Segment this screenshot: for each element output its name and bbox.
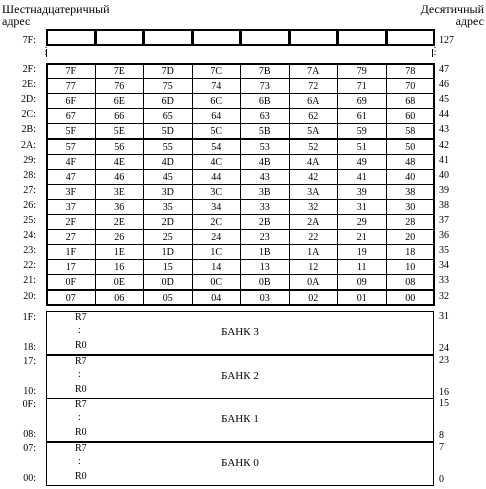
bit-address-cell: 27 — [46, 229, 96, 245]
bank-hex-bottom-label: 10: — [23, 386, 36, 397]
bit-address-cell: 3F — [46, 184, 96, 200]
bit-area-border — [46, 63, 435, 306]
bit-address-cell: 55 — [143, 139, 193, 155]
bank-hex-bottom-label: 18: — [23, 342, 36, 353]
bit-address-cell: 70 — [386, 78, 436, 94]
bit-address-cell: 2C — [192, 214, 242, 230]
top-row-cell — [143, 29, 193, 46]
bit-address-cell: 4F — [46, 154, 96, 170]
row-hex-label: 20: — [23, 290, 36, 302]
row-hex-label: 2D: — [21, 94, 36, 106]
row-dec-label: 38 — [439, 199, 449, 211]
bit-address-cell: 69 — [337, 93, 387, 109]
bit-address-cell: 6D — [143, 93, 193, 109]
bit-address-cell: 41 — [337, 169, 387, 185]
bit-address-cell: 5B — [240, 123, 290, 139]
bit-address-cell: 67 — [46, 108, 96, 124]
bit-address-cell: 6A — [289, 93, 339, 109]
row-hex-label: 28: — [23, 169, 36, 181]
bit-address-cell: 24 — [192, 229, 242, 245]
bank-hex-top-label: 17: — [23, 356, 36, 367]
row-dec-label: 45 — [439, 94, 449, 106]
bit-address-cell: 07 — [46, 290, 96, 306]
row-hex-label: 26: — [23, 199, 36, 211]
row-hex-label: 2A: — [21, 139, 36, 151]
bank-hex-top-label: 07: — [23, 443, 36, 454]
row-dec-label: 43 — [439, 124, 449, 136]
bit-address-cell: 51 — [337, 139, 387, 155]
bank-name: БАНК 0 — [221, 457, 259, 469]
bank-hex-bottom-label: 00: — [23, 473, 36, 484]
bit-address-cell: 00 — [386, 290, 436, 306]
bit-address-cell: 75 — [143, 78, 193, 94]
bit-address-cell: 20 — [386, 229, 436, 245]
row-hex-label: 27: — [23, 184, 36, 196]
bit-address-cell: 4E — [95, 154, 145, 170]
row-dec-label: 47 — [439, 64, 449, 75]
bit-address-cell: 7B — [240, 63, 290, 79]
bit-address-cell: 66 — [95, 108, 145, 124]
row-dec-label: 41 — [439, 154, 449, 166]
bit-address-cell: 4B — [240, 154, 290, 170]
row-hex-label: 23: — [23, 245, 36, 257]
bit-address-cell: 7C — [192, 63, 242, 79]
bit-address-cell: 2D — [143, 214, 193, 230]
register-r0-label: R0 — [75, 427, 87, 438]
row-dec-label: 35 — [439, 245, 449, 257]
bit-address-cell: 0D — [143, 274, 193, 290]
bit-address-cell: 36 — [95, 199, 145, 215]
register-bank — [46, 311, 434, 355]
top-dec-label: 127 — [439, 35, 454, 46]
row-hex-label: 21: — [23, 275, 36, 287]
bit-address-cell: 10 — [386, 259, 436, 275]
bit-address-cell: 77 — [46, 78, 96, 94]
bit-address-cell: 33 — [240, 199, 290, 215]
bit-address-cell: 16 — [95, 259, 145, 275]
register-ellipsis: : — [78, 456, 81, 467]
bank-name: БАНК 1 — [221, 413, 259, 425]
register-r7-label: R7 — [75, 356, 87, 367]
row-hex-label: 2B: — [21, 124, 36, 136]
bit-address-cell: 61 — [337, 108, 387, 124]
bit-address-cell: 37 — [46, 199, 96, 215]
bit-address-cell: 31 — [337, 199, 387, 215]
bank-dec-top-label: 23 — [439, 355, 449, 366]
bit-address-cell: 60 — [386, 108, 436, 124]
bit-address-cell: 28 — [386, 214, 436, 230]
bit-address-cell: 5E — [95, 123, 145, 139]
bit-address-cell: 46 — [95, 169, 145, 185]
row-dec-label: 37 — [439, 215, 449, 226]
row-hex-label: 25: — [23, 215, 36, 226]
bit-address-cell: 38 — [386, 184, 436, 200]
bit-address-cell: 39 — [337, 184, 387, 200]
row-dec-label: 36 — [439, 230, 449, 242]
bit-address-cell: 1A — [289, 244, 339, 260]
top-row-cell — [240, 29, 290, 46]
bit-address-cell: 1E — [95, 244, 145, 260]
register-r0-label: R0 — [75, 471, 87, 482]
bank-dec-bottom-label: 0 — [439, 474, 444, 485]
bank-dec-bottom-label: 24 — [439, 343, 449, 354]
bank-hex-bottom-label: 08: — [23, 429, 36, 440]
bit-address-cell: 50 — [386, 139, 436, 155]
bit-address-cell: 35 — [143, 199, 193, 215]
bit-address-cell: 72 — [289, 78, 339, 94]
bit-address-cell: 14 — [192, 259, 242, 275]
bit-address-cell: 45 — [143, 169, 193, 185]
row-dec-label: 32 — [439, 290, 449, 302]
bit-address-cell: 42 — [289, 169, 339, 185]
bit-address-cell: 2F — [46, 214, 96, 230]
bit-address-cell: 49 — [337, 154, 387, 170]
bit-address-cell: 03 — [240, 290, 290, 306]
bit-address-cell: 2E — [95, 214, 145, 230]
bit-address-cell: 74 — [192, 78, 242, 94]
bit-address-cell: 5A — [289, 123, 339, 139]
bit-address-cell: 40 — [386, 169, 436, 185]
bit-address-cell: 1C — [192, 244, 242, 260]
bit-address-cell: 3B — [240, 184, 290, 200]
bit-address-cell: 29 — [337, 214, 387, 230]
bit-address-cell: 32 — [289, 199, 339, 215]
bit-address-cell: 3E — [95, 184, 145, 200]
bit-address-cell: 6E — [95, 93, 145, 109]
top-row-cell — [46, 29, 96, 46]
row-dec-label: 33 — [439, 275, 449, 287]
bit-address-cell: 58 — [386, 123, 436, 139]
bank-name: БАНК 2 — [221, 370, 259, 382]
register-ellipsis: : — [78, 369, 81, 380]
bit-address-cell: 05 — [143, 290, 193, 306]
bit-address-cell: 0F — [46, 274, 96, 290]
bit-address-cell: 63 — [240, 108, 290, 124]
top-row-cell — [386, 29, 436, 46]
bit-address-cell: 78 — [386, 63, 436, 79]
bit-address-cell: 52 — [289, 139, 339, 155]
bank-dec-top-label: 15 — [439, 398, 449, 409]
bit-address-cell: 2A — [289, 214, 339, 230]
bit-address-cell: 71 — [337, 78, 387, 94]
bit-address-cell: 34 — [192, 199, 242, 215]
bit-address-cell: 53 — [240, 139, 290, 155]
bit-address-cell: 5D — [143, 123, 193, 139]
bit-address-cell: 01 — [337, 290, 387, 306]
bank-name: БАНК 3 — [221, 326, 259, 338]
bit-address-cell: 11 — [337, 259, 387, 275]
bit-address-cell: 57 — [46, 139, 96, 155]
ellipsis-left: ⋮ — [41, 46, 51, 57]
bit-address-cell: 12 — [289, 259, 339, 275]
bit-address-cell: 17 — [46, 259, 96, 275]
hex-address-header — [2, 3, 110, 27]
register-bank — [46, 355, 434, 399]
dec-header-line1: Десятичный — [420, 2, 484, 16]
bit-address-cell: 18 — [386, 244, 436, 260]
bank-hex-top-label: 1F: — [22, 312, 36, 323]
bit-address-cell: 04 — [192, 290, 242, 306]
bit-address-cell: 0B — [240, 274, 290, 290]
bit-address-cell: 4C — [192, 154, 242, 170]
bit-address-cell: 1B — [240, 244, 290, 260]
bit-address-cell: 6F — [46, 93, 96, 109]
register-ellipsis: : — [78, 325, 81, 336]
row-hex-label: 2C: — [21, 109, 36, 121]
row-dec-label: 39 — [439, 184, 449, 196]
hex-header-line2: адрес — [2, 14, 31, 28]
row-hex-label: 29: — [23, 154, 36, 166]
bit-address-cell: 0A — [289, 274, 339, 290]
dec-header-line2: адрес — [455, 14, 484, 28]
gap-band — [46, 49, 433, 57]
bit-address-cell: 7E — [95, 63, 145, 79]
bit-address-cell: 73 — [240, 78, 290, 94]
register-r7-label: R7 — [75, 443, 87, 454]
bit-address-cell: 4A — [289, 154, 339, 170]
bit-address-cell: 08 — [386, 274, 436, 290]
register-r7-label: R7 — [75, 399, 87, 410]
bit-address-cell: 19 — [337, 244, 387, 260]
dec-address-header — [421, 3, 484, 27]
bit-address-cell: 30 — [386, 199, 436, 215]
bit-address-cell: 15 — [143, 259, 193, 275]
row-dec-label: 46 — [439, 79, 449, 91]
row-hex-label: 2F: — [22, 64, 36, 75]
bit-address-cell: 62 — [289, 108, 339, 124]
bit-address-cell: 56 — [95, 139, 145, 155]
bit-address-cell: 65 — [143, 108, 193, 124]
bit-address-cell: 76 — [95, 78, 145, 94]
bank-hex-top-label: 0F: — [22, 399, 36, 410]
register-ellipsis: : — [78, 412, 81, 423]
row-dec-label: 44 — [439, 109, 449, 121]
bank-dec-top-label: 7 — [439, 442, 444, 453]
bit-address-cell: 02 — [289, 290, 339, 306]
bit-address-cell: 3D — [143, 184, 193, 200]
bit-address-cell: 6C — [192, 93, 242, 109]
bit-address-cell: 1F — [46, 244, 96, 260]
bank-dec-top-label: 31 — [439, 311, 449, 322]
bank-dec-bottom-label: 16 — [439, 387, 449, 398]
bit-address-cell: 09 — [337, 274, 387, 290]
hex-header-line1: Шестнадцатеричный — [2, 2, 110, 16]
register-bank — [46, 398, 434, 442]
bit-address-cell: 54 — [192, 139, 242, 155]
bit-address-cell: 64 — [192, 108, 242, 124]
bit-address-cell: 7D — [143, 63, 193, 79]
row-dec-label: 40 — [439, 169, 449, 181]
bit-address-cell: 06 — [95, 290, 145, 306]
top-hex-label: 7F: — [22, 35, 36, 46]
row-dec-label: 42 — [439, 139, 449, 151]
bit-address-cell: 3C — [192, 184, 242, 200]
bit-address-cell: 25 — [143, 229, 193, 245]
row-hex-label: 2E: — [22, 79, 36, 91]
ellipsis-right: ⋮ — [430, 46, 440, 57]
bit-address-cell: 5C — [192, 123, 242, 139]
bit-address-cell: 7A — [289, 63, 339, 79]
bit-address-cell: 68 — [386, 93, 436, 109]
bit-address-cell: 59 — [337, 123, 387, 139]
top-row-cell — [289, 29, 339, 46]
register-r0-label: R0 — [75, 340, 87, 351]
bit-address-cell: 1D — [143, 244, 193, 260]
row-hex-label: 24: — [23, 230, 36, 242]
top-row-cell — [95, 29, 145, 46]
bit-address-cell: 13 — [240, 259, 290, 275]
bit-address-cell: 47 — [46, 169, 96, 185]
bit-address-cell: 23 — [240, 229, 290, 245]
bit-address-cell: 44 — [192, 169, 242, 185]
bit-address-cell: 22 — [289, 229, 339, 245]
bit-address-cell: 5F — [46, 123, 96, 139]
bit-address-cell: 26 — [95, 229, 145, 245]
bit-address-cell: 6B — [240, 93, 290, 109]
bit-address-cell: 3A — [289, 184, 339, 200]
bit-address-cell: 0E — [95, 274, 145, 290]
bit-address-cell: 21 — [337, 229, 387, 245]
bank-dec-bottom-label: 8 — [439, 430, 444, 441]
bit-address-cell: 43 — [240, 169, 290, 185]
row-dec-label: 34 — [439, 260, 449, 272]
bit-address-cell: 0C — [192, 274, 242, 290]
bit-address-cell: 79 — [337, 63, 387, 79]
row-hex-label: 22: — [23, 260, 36, 272]
register-bank — [46, 442, 434, 486]
bit-address-cell: 2B — [240, 214, 290, 230]
register-r7-label: R7 — [75, 312, 87, 323]
register-r0-label: R0 — [75, 384, 87, 395]
top-row-cell — [192, 29, 242, 46]
bit-address-cell: 7F — [46, 63, 96, 79]
bit-address-cell: 4D — [143, 154, 193, 170]
bit-address-cell: 48 — [386, 154, 436, 170]
top-row-cell — [337, 29, 387, 46]
